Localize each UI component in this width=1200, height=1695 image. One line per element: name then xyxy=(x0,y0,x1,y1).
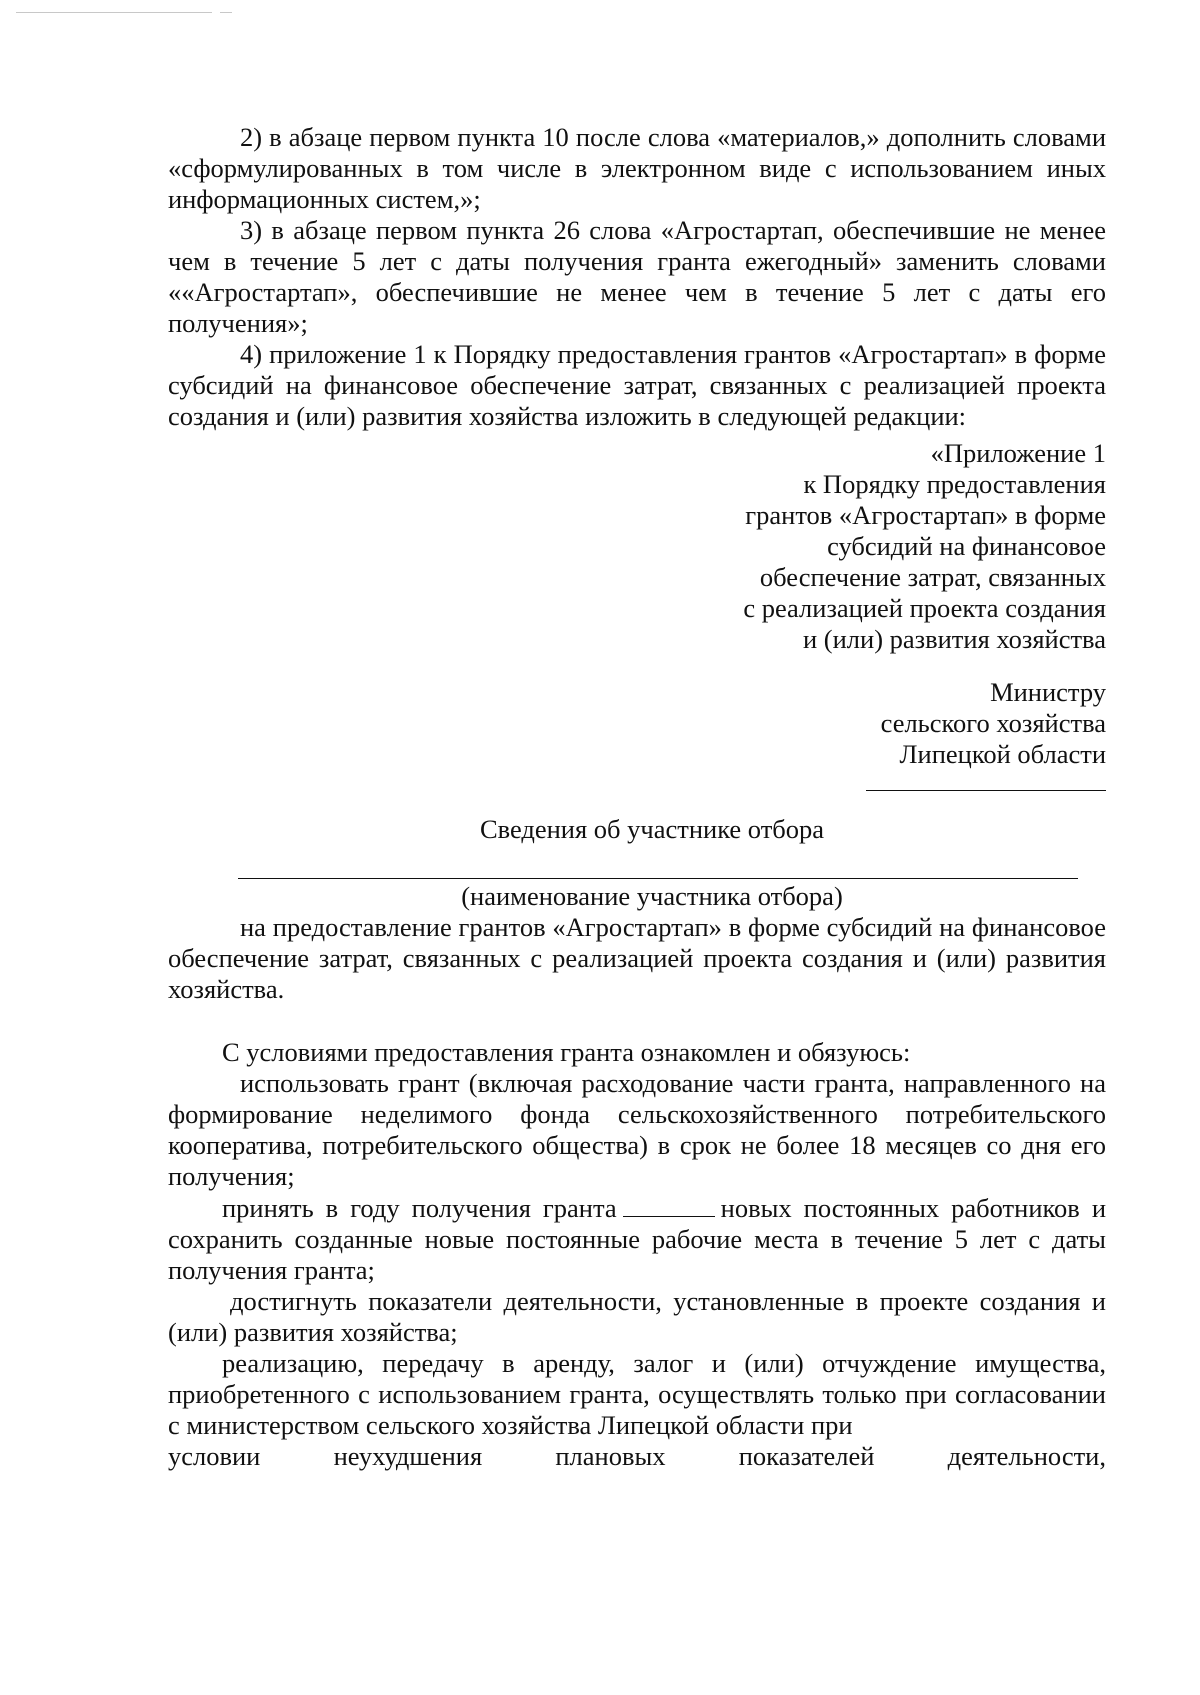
obligation-3: достигнуть показатели деятельности, установленные в проекте создания и (или) развития хозяйства; xyxy=(168,1286,1106,1347)
obligation-4-last-line xyxy=(168,1441,1106,1472)
item-4: 4) приложение 1 к Порядку предоставления грантов «Агростартап» в форме субсидий на финансовое обеспечение затрат, связанных с реализацией проекта создания и (или) развития хозяйства изложить в следующей редакции: xyxy=(168,339,1106,431)
word: плановых xyxy=(555,1441,666,1471)
appendix-header xyxy=(168,438,1106,655)
obligation-2 xyxy=(168,1192,1106,1286)
appendix-line: субсидий на финансовое xyxy=(827,531,1106,561)
obligation-2-end: новых постоянных работников и сохранить созданные новые постоянные рабочие места в течение 5 лет с даты получения гранта; xyxy=(168,1193,1106,1285)
obligation-2-start: принять в году получения гранта xyxy=(222,1193,617,1223)
scan-artifact xyxy=(16,12,212,13)
participant-name-caption: (наименование участника отбора) xyxy=(461,881,843,911)
addressee-line: Липецкой области xyxy=(899,739,1106,769)
appendix-line: грантов «Агростартап» в форме xyxy=(745,500,1106,530)
form-title: Сведения об участнике отбора xyxy=(479,814,825,844)
document-body xyxy=(168,122,1106,1472)
item-2: 2) в абзаце первом пункта 10 после слова «материалов,» дополнить словами «сформулированных в том числе в электронном виде с использованием иных информационных систем,»; xyxy=(168,122,1106,214)
addressee-line: сельского хозяйства xyxy=(880,708,1106,738)
word: показателей xyxy=(738,1441,875,1471)
obligation-4: реализацию, передачу в аренду, залог и (или) отчуждение имущества, приобретенного с использованием гранта, осуществлять только при согласовании с министерством сельского хозяйства Липецкой области при xyxy=(168,1348,1106,1440)
addressee-block xyxy=(168,677,1106,791)
word: условии xyxy=(168,1441,261,1471)
employee-count-blank xyxy=(623,1192,715,1217)
form-purpose: на предоставление грантов «Агростартап» в форме субсидий на финансовое обеспечение затрат, связанных с реализацией проекта создания и (или) развития хозяйства. xyxy=(168,912,1106,1004)
word: деятельности, xyxy=(947,1441,1106,1471)
conditions-intro: С условиями предоставления гранта ознакомлен и обязуюсь: xyxy=(222,1037,911,1067)
scan-artifact xyxy=(220,12,232,13)
addressee-signature-line xyxy=(866,790,1106,791)
appendix-line: с реализацией проекта создания xyxy=(743,593,1106,623)
obligation-1: использовать грант (включая расходование части гранта, направленного на формирование неделимого фонда сельскохозяйственного потребительского кооператива, потребительского общества) в срок не более 18 месяцев со дня его получения; xyxy=(168,1068,1106,1191)
word: неухудшения xyxy=(333,1441,483,1471)
item-3: 3) в абзаце первом пункта 26 слова «Агростартап, обеспечившие не менее чем в течение 5 лет с даты получения гранта ежегодный» заменить словами ««Агростартап», обеспечившие не менее чем в течение 5 лет с даты его получения»; xyxy=(168,215,1106,338)
appendix-line: «Приложение 1 xyxy=(930,438,1106,468)
appendix-line: к Порядку предоставления xyxy=(803,469,1106,499)
appendix-line: обеспечение затрат, связанных xyxy=(759,562,1106,592)
participant-name-line xyxy=(238,878,1078,879)
addressee-line: Министру xyxy=(990,677,1106,707)
appendix-line: и (или) развития хозяйства xyxy=(802,624,1106,654)
